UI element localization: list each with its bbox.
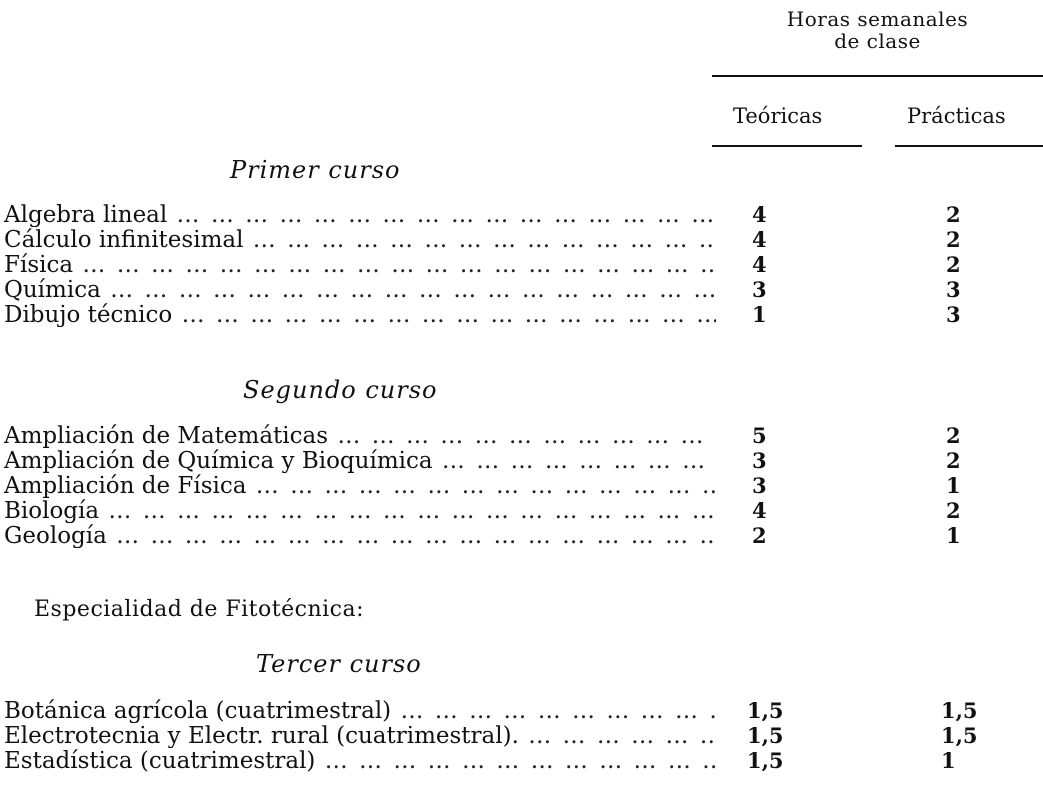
teoricas-value: 1 [752, 302, 767, 327]
table-row [0, 278, 1043, 302]
subject-label: Electrotecnia y Electr. rural (cuatrimestral). … … … … … … … … … … … … … … … … … … … … … … … … [4, 724, 716, 748]
practicas-rule [895, 145, 1043, 147]
teoricas-value: 3 [752, 277, 767, 302]
teoricas-value: 2 [752, 523, 767, 548]
teoricas-value: 4 [752, 227, 767, 252]
practicas-value: 2 [946, 202, 961, 227]
section-title-segundo-curso: Segundo curso [243, 376, 438, 404]
subject-label: Estadística (cuatrimestral) … … … … … … … … … … … … … … … … … … … … … … … … [4, 749, 716, 773]
practicas-value: 2 [946, 498, 961, 523]
hours-group-line1: Horas semanales [786, 7, 969, 31]
table-row [0, 449, 1043, 473]
section-title-tercer-curso: Tercer curso [256, 650, 422, 678]
subject-label: Botánica agrícola (cuatrimestral) … … … … … … … … … … … … … … … … … … … … … … … … [4, 699, 716, 723]
subject-label: Ampliación de Química y Bioquímica … … … … … … … … … … … … … … … … … … … … … … … … [4, 449, 716, 473]
practicas-value: 3 [946, 302, 961, 327]
table-row [0, 724, 1043, 748]
subject-label: Cálculo infinitesimal … … … … … … … … … … … … … … … … … … … … … … … … [4, 228, 716, 252]
practicas-value: 2 [946, 227, 961, 252]
subject-label: Algebra lineal … … … … … … … … … … … … … … … … … … … … … … … … [4, 203, 716, 227]
teoricas-value: 4 [752, 202, 767, 227]
practicas-value: 2 [946, 448, 961, 473]
practicas-value: 2 [946, 423, 961, 448]
table-row [0, 474, 1043, 498]
practicas-value: 2 [946, 252, 961, 277]
table-row [0, 253, 1043, 277]
table-row [0, 524, 1043, 548]
subject-label: Ampliación de Física … … … … … … … … … … … … … … … … … … … … … … … … [4, 474, 716, 498]
subject-label: Química … … … … … … … … … … … … … … … … … … … … … … … … [4, 278, 716, 302]
teoricas-value: 4 [752, 498, 767, 523]
table-row [0, 228, 1043, 252]
teoricas-rule [712, 145, 862, 147]
practicas-value: 1 [941, 748, 956, 773]
table-row [0, 749, 1043, 773]
practicas-value: 1,5 [941, 698, 978, 723]
table-row [0, 424, 1043, 448]
practicas-value: 1 [946, 473, 961, 498]
teoricas-value: 3 [752, 473, 767, 498]
col-header-practicas: Prácticas [907, 104, 1006, 128]
hours-group-line2: de clase [834, 29, 921, 53]
subject-label: Biología … … … … … … … … … … … … … … … … … … … … … … … … [4, 499, 716, 523]
table-row [0, 499, 1043, 523]
teoricas-value: 1,5 [747, 723, 784, 748]
practicas-value: 1 [946, 523, 961, 548]
practicas-value: 3 [946, 277, 961, 302]
table-row [0, 303, 1043, 327]
group-header-rule [712, 75, 1043, 77]
teoricas-value: 3 [752, 448, 767, 473]
subject-label: Ampliación de Matemáticas … … … … … … … … … … … … … … … … … … … … … … … … [4, 424, 716, 448]
hours-group-header [712, 8, 1043, 52]
teoricas-value: 5 [752, 423, 767, 448]
teoricas-value: 4 [752, 252, 767, 277]
teoricas-value: 1,5 [747, 748, 784, 773]
subject-label: Dibujo técnico … … … … … … … … … … … … … … … … … … … … … … … … [4, 303, 716, 327]
section-title-primer-curso: Primer curso [230, 156, 401, 184]
subject-label: Geología … … … … … … … … … … … … … … … … … … … … … … … … [4, 524, 716, 548]
practicas-value: 1,5 [941, 723, 978, 748]
table-row [0, 203, 1043, 227]
teoricas-value: 1,5 [747, 698, 784, 723]
col-header-teoricas: Teóricas [733, 104, 823, 128]
table-row [0, 699, 1043, 723]
subject-label: Física … … … … … … … … … … … … … … … … … … … … … … … … [4, 253, 716, 277]
specialty-note: Especialidad de Fitotécnica: [34, 597, 364, 622]
